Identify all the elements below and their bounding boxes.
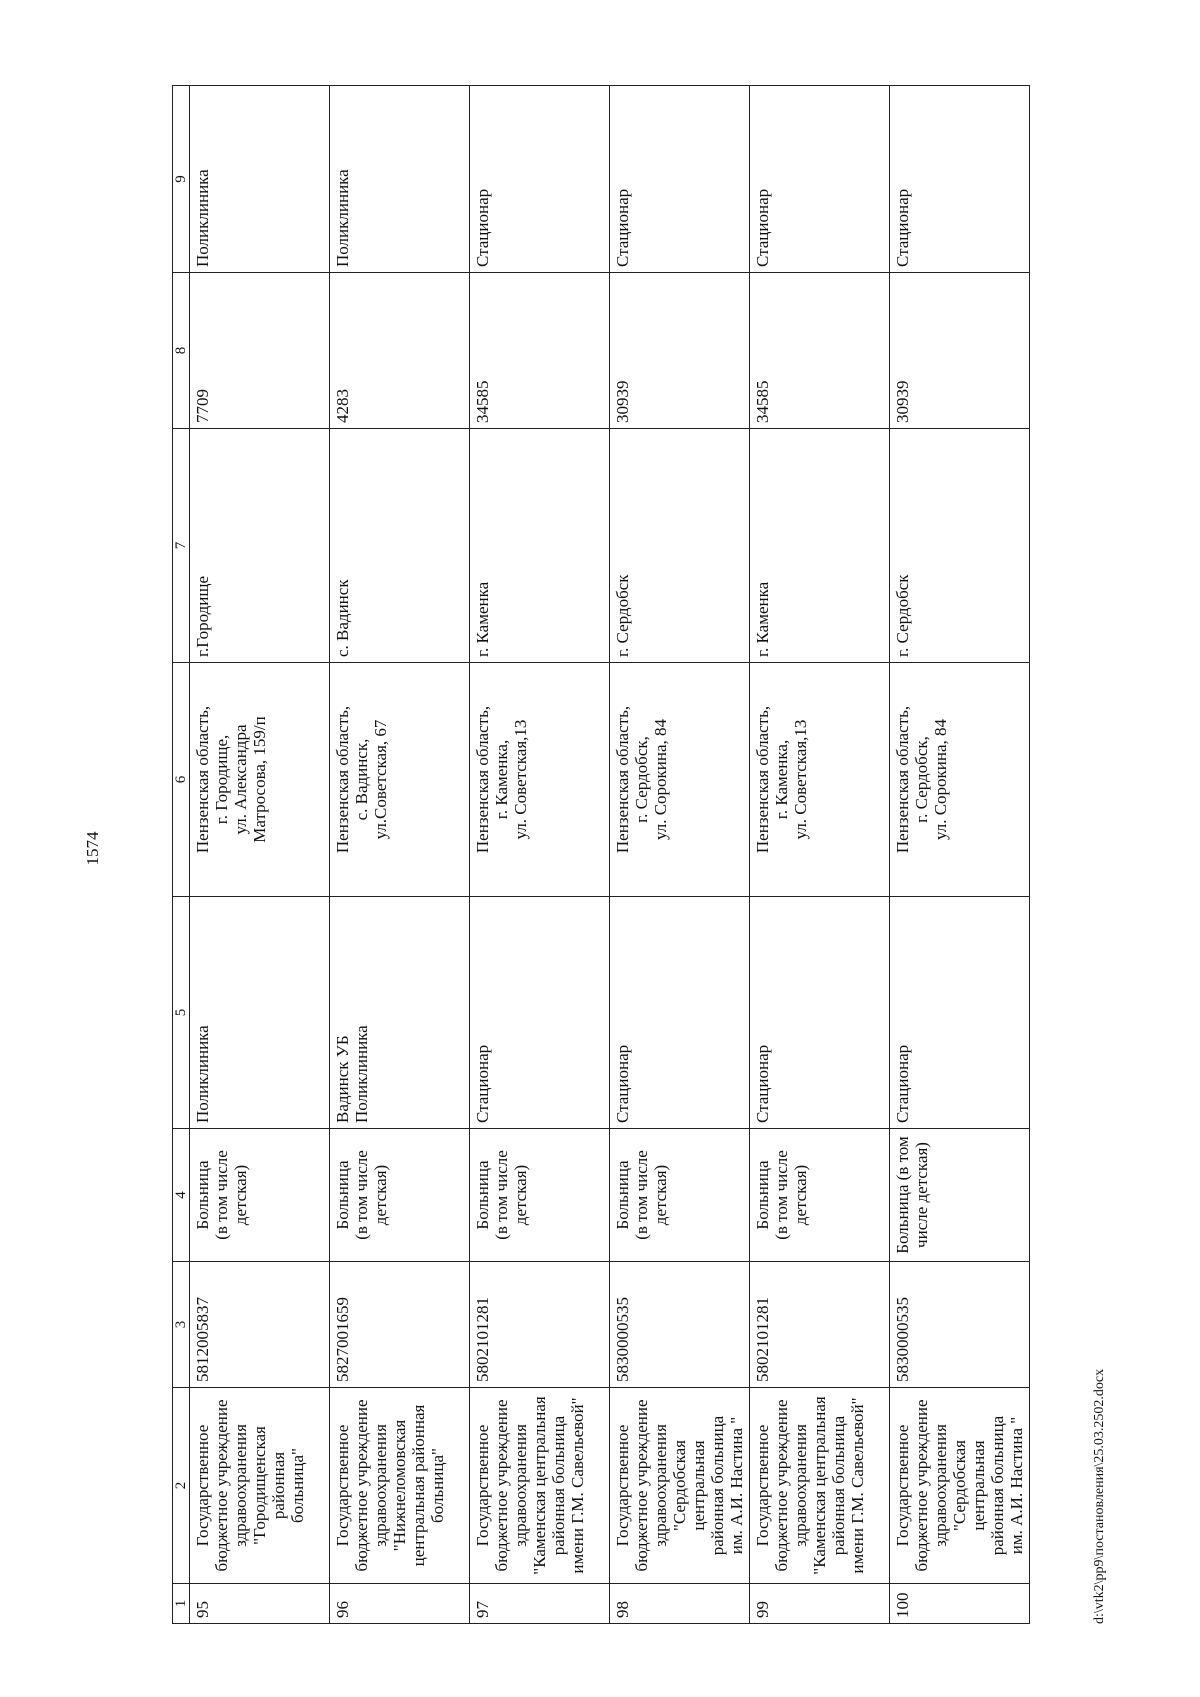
table-row (610, 86, 750, 1624)
row-number: 97 (470, 1584, 610, 1624)
locality: г. Каменка (750, 429, 890, 663)
population: 30939 (890, 273, 1030, 429)
unit-type: Стационар (890, 86, 1030, 273)
institution-name: Государственное бюджетное учреждение здравоохранения "Каменская центральная районная больница имени Г.М. Савельевой" (470, 1388, 610, 1584)
population: 34585 (470, 273, 610, 429)
unit-name: Стационар (750, 897, 890, 1129)
inn: 5802101281 (470, 1262, 610, 1388)
column-header-6: 6 (173, 663, 190, 897)
institution-type: Больница (в том числе детская) (750, 1129, 890, 1262)
table-row (470, 86, 610, 1624)
unit-type: Стационар (470, 86, 610, 273)
institution-name: Государственное бюджетное учреждение здравоохранения "Городищенская районная больница" (190, 1388, 330, 1584)
header-row (173, 86, 190, 1624)
address: Пензенская область, г. Сердобск, ул. Сорокина, 84 (610, 663, 750, 897)
population: 34585 (750, 273, 890, 429)
institution-name: Государственное бюджетное учреждение здравоохранения "Сердобская центральная районная больница им. А.И. Настина " (890, 1388, 1030, 1584)
locality: г. Каменка (470, 429, 610, 663)
address: Пензенская область, г. Каменка, ул. Советская,13 (470, 663, 610, 897)
locality: г.Городище (190, 429, 330, 663)
inn: 5830000535 (610, 1262, 750, 1388)
address: Пензенская область, г. Каменка, ул. Советская,13 (750, 663, 890, 897)
row-number: 98 (610, 1584, 750, 1624)
page-number: 1574 (83, 831, 102, 866)
row-number: 95 (190, 1584, 330, 1624)
unit-name: Поликлиника (190, 897, 330, 1129)
institution-type: Больница (в том числе детская) (190, 1129, 330, 1262)
table-header (173, 86, 190, 1624)
institution-name: Государственное бюджетное учреждение здравоохранения "Нижнеломовская центральная районная больница" (330, 1388, 470, 1584)
inn: 5802101281 (750, 1262, 890, 1388)
table-body (190, 86, 1030, 1624)
unit-name: Вадинск УБ Поликлиника (330, 897, 470, 1129)
locality: с. Вадинск (330, 429, 470, 663)
unit-name: Стационар (890, 897, 1030, 1129)
institutions-table (172, 85, 1030, 1624)
unit-name: Стационар (470, 897, 610, 1129)
unit-type: Поликлиника (330, 86, 470, 273)
institution-type: Больница (в том числе детская) (470, 1129, 610, 1262)
institution-type: Больница (в том числе детская) (610, 1129, 750, 1262)
inn: 5830000535 (890, 1262, 1030, 1388)
table-row (890, 86, 1030, 1624)
column-header-8: 8 (173, 273, 190, 429)
column-header-4: 4 (173, 1129, 190, 1262)
column-header-7: 7 (173, 429, 190, 663)
unit-type: Поликлиника (190, 86, 330, 273)
address: Пензенская область, г. Городище, ул. Александра Матросова, 159/п (190, 663, 330, 897)
address: Пензенская область, г. Сердобск, ул. Сорокина, 84 (890, 663, 1030, 897)
column-header-2: 2 (173, 1388, 190, 1584)
population: 7709 (190, 273, 330, 429)
column-header-3: 3 (173, 1262, 190, 1388)
footer-file-path: d:\vtk2\pp9\постановления\25.03.2502.docx (1092, 1368, 1107, 1624)
column-header-1: 1 (173, 1584, 190, 1624)
locality: г. Сердобск (610, 429, 750, 663)
table-row (190, 86, 330, 1624)
institution-name: Государственное бюджетное учреждение здравоохранения "Сердобская центральная районная больница им. А.И. Настина " (610, 1388, 750, 1584)
institution-type: Больница (в том числе детская) (890, 1129, 1030, 1262)
locality: г. Сердобск (890, 429, 1030, 663)
row-number: 100 (890, 1584, 1030, 1624)
column-header-9: 9 (173, 86, 190, 273)
unit-name: Стационар (610, 897, 750, 1129)
institution-type: Больница (в том числе детская) (330, 1129, 470, 1262)
inn: 5812005837 (190, 1262, 330, 1388)
address: Пензенская область, с. Вадинск, ул.Советская, 67 (330, 663, 470, 897)
row-number: 96 (330, 1584, 470, 1624)
institution-name: Государственное бюджетное учреждение здравоохранения "Каменская центральная районная больница имени Г.М. Савельевой" (750, 1388, 890, 1584)
table-row (330, 86, 470, 1624)
table-row (750, 86, 890, 1624)
unit-type: Стационар (750, 86, 890, 273)
population: 30939 (610, 273, 750, 429)
inn: 5827001659 (330, 1262, 470, 1388)
unit-type: Стационар (610, 86, 750, 273)
row-number: 99 (750, 1584, 890, 1624)
column-header-5: 5 (173, 897, 190, 1129)
population: 4283 (330, 273, 470, 429)
